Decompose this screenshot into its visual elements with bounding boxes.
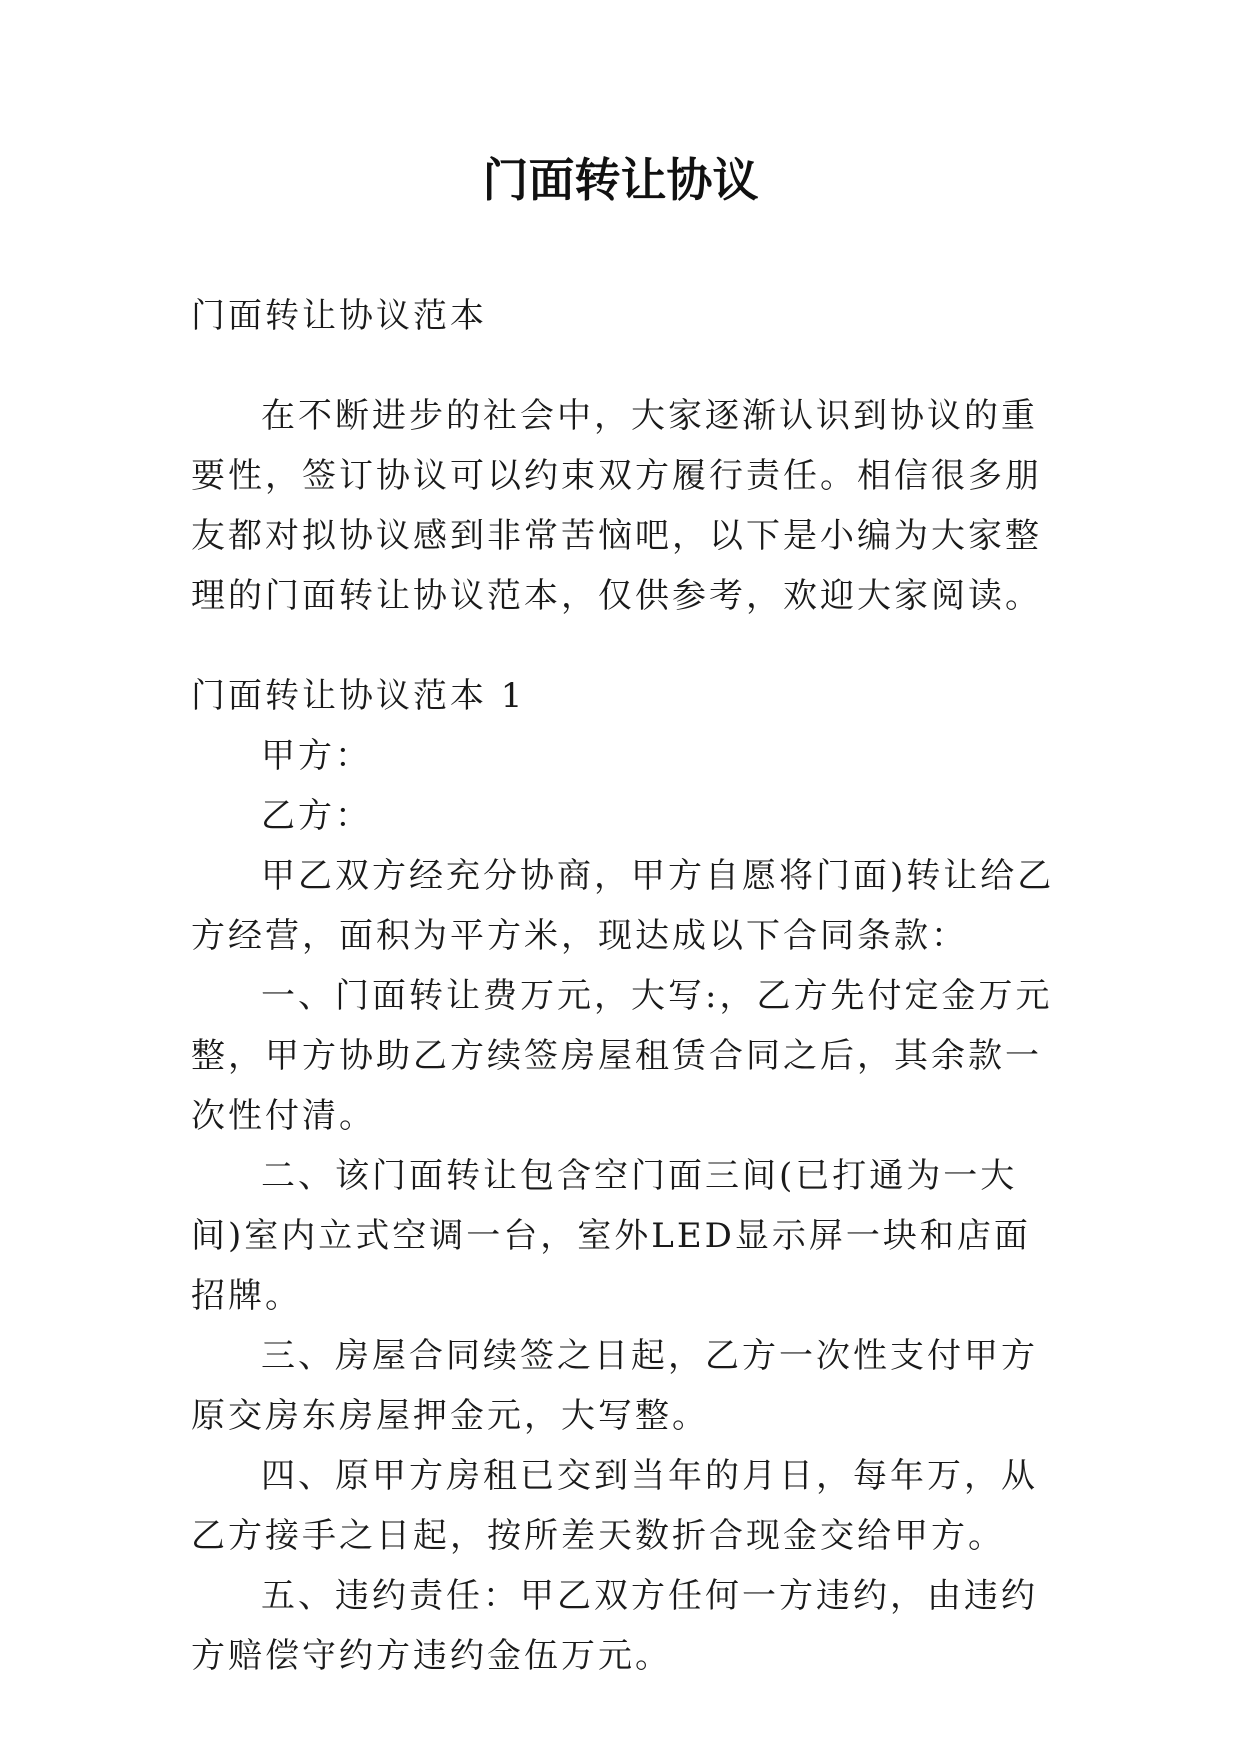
clause-paragraph: 一、门面转让费万元，大写:，乙方先付定金万元整，甲方协助乙方续签房屋租赁合同之后，其余款一次性付清。 [191, 976, 1053, 1136]
document-subtitle: 门面转让协议范本 [191, 296, 487, 336]
document-title: 门面转让协议 [482, 153, 759, 207]
section-title: 门面转让协议范本 1 [191, 676, 526, 716]
party-b-line: 乙方： [261, 796, 372, 836]
clause-paragraph: 五、违约责任：甲乙双方任何一方违约，由违约方赔偿守约方违约金伍万元。 [191, 1576, 1038, 1676]
clause-paragraph: 三、房屋合同续签之日起，乙方一次性支付甲方原交房东房屋押金元，大写整。 [191, 1336, 1038, 1436]
preamble-paragraph: 甲乙双方经充分协商，甲方自愿将门面)转让给乙方经营，面积为平方米，现达成以下合同条款： [191, 856, 1055, 956]
party-a-line: 甲方： [261, 736, 372, 776]
clause-paragraph: 四、原甲方房租已交到当年的月日，每年万，从乙方接手之日起，按所差天数折合现金交给甲方。 [191, 1456, 1038, 1556]
document-body [191, 286, 1061, 1686]
clause-paragraph: 二、该门面转让包含空门面三间(已打通为一大间)室内立式空调一台，室外LED显示屏一块和店面招牌。 [191, 1156, 1031, 1316]
intro-paragraph: 在不断进步的社会中，大家逐渐认识到协议的重要性，签订协议可以约束双方履行责任。相信很多朋友都对拟协议感到非常苦恼吧，以下是小编为大家整理的门面转让协议范本，仅供参考，欢迎大家阅读。 [191, 396, 1042, 616]
